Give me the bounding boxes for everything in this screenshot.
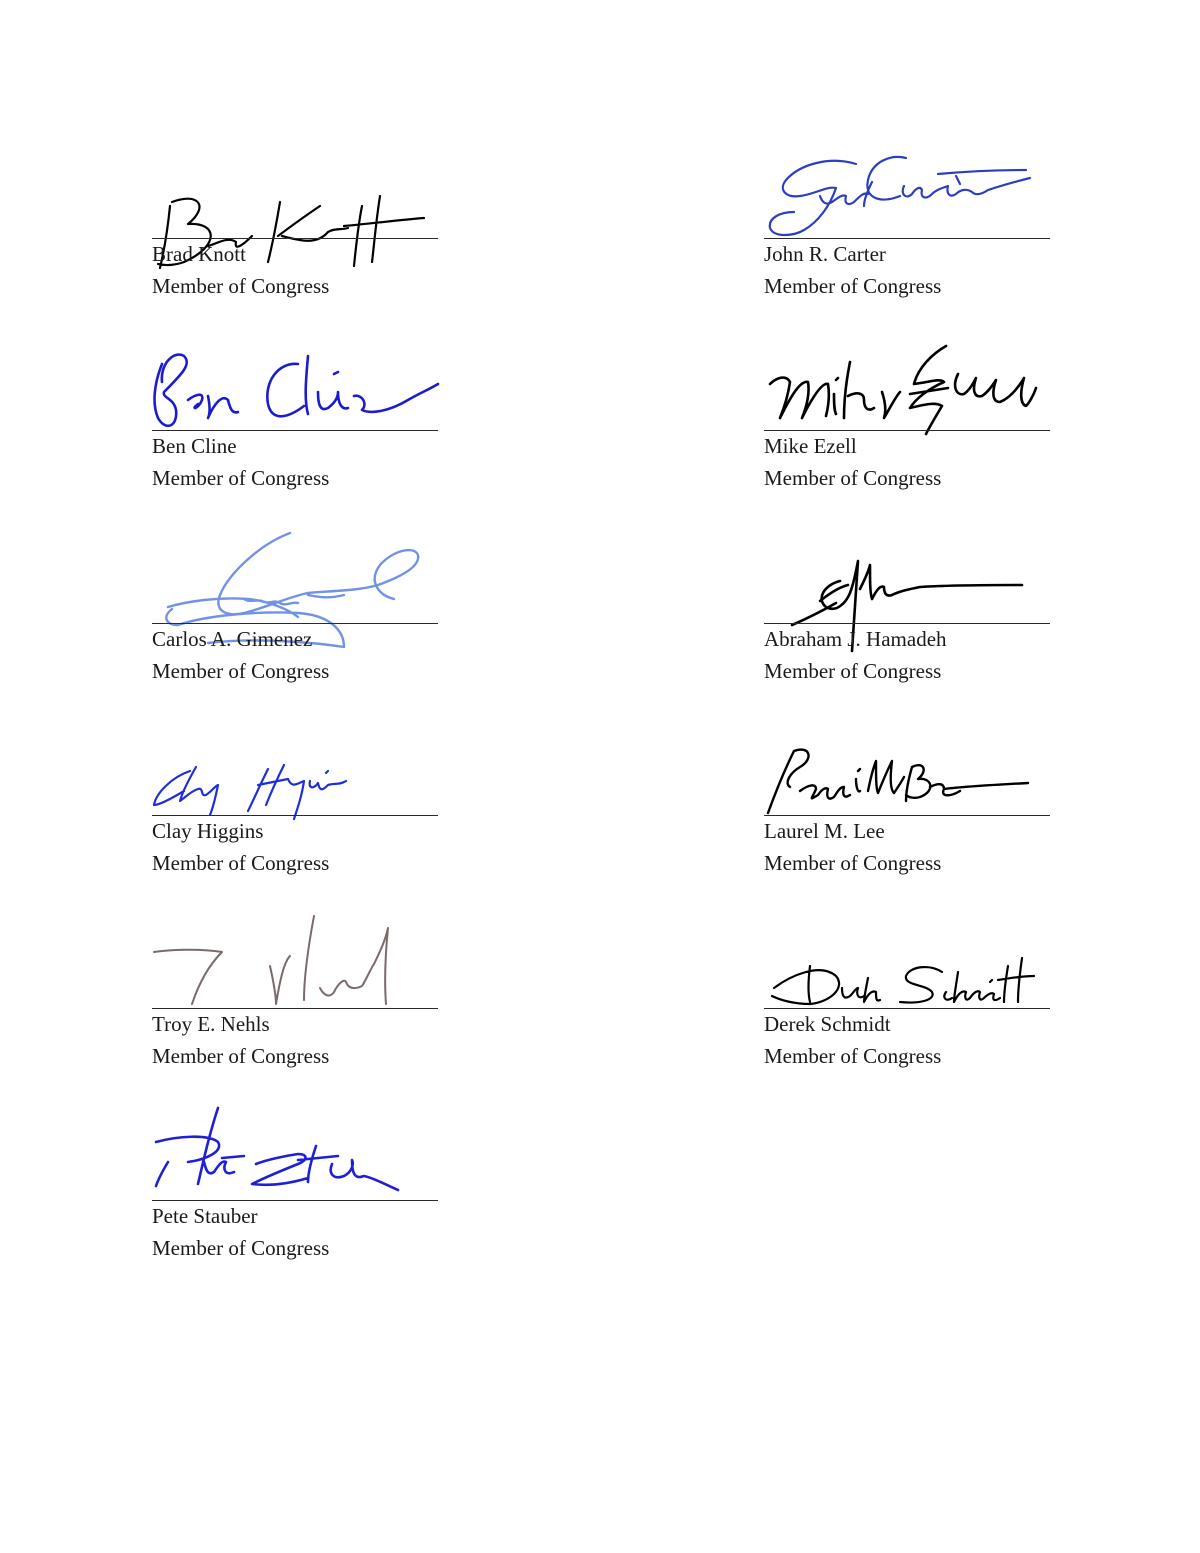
signatory-name: Pete Stauber: [152, 1204, 258, 1228]
signatory-title: Member of Congress: [152, 1044, 330, 1068]
signature-line: [152, 815, 438, 816]
signatory-name: Derek Schmidt: [764, 1012, 891, 1036]
signature-line: [764, 815, 1050, 816]
signatory-title: Member of Congress: [152, 274, 330, 298]
signatory-title: Member of Congress: [764, 466, 942, 490]
signature-line: [152, 238, 438, 239]
signatory-name: Ben Cline: [152, 434, 237, 458]
signatory-title: Member of Congress: [764, 659, 942, 683]
signatory-title: Member of Congress: [152, 1236, 330, 1260]
signature-line: [764, 1008, 1050, 1009]
signatory-name: Abraham J. Hamadeh: [764, 627, 947, 651]
signatory-title: Member of Congress: [152, 659, 330, 683]
signature-line: [764, 430, 1050, 431]
signatory-name: Clay Higgins: [152, 819, 264, 843]
signatory-title: Member of Congress: [764, 851, 942, 875]
signature-line: [764, 238, 1050, 239]
signatory-name: John R. Carter: [764, 242, 886, 266]
signature-line: [152, 1008, 438, 1009]
signature-line: [764, 623, 1050, 624]
signature-line: [152, 623, 438, 624]
signatory-title: Member of Congress: [764, 274, 942, 298]
signatory-name: Mike Ezell: [764, 434, 857, 458]
signature-line: [152, 1200, 438, 1201]
signatory-title: Member of Congress: [152, 851, 330, 875]
signatory-title: Member of Congress: [764, 1044, 942, 1068]
signatory-name: Laurel M. Lee: [764, 819, 885, 843]
signatory-title: Member of Congress: [152, 466, 330, 490]
signature-line: [152, 430, 438, 431]
signatory-name: Carlos A. Gimenez: [152, 627, 313, 651]
signatory-name: Troy E. Nehls: [152, 1012, 270, 1036]
signatory-name: Brad Knott: [152, 242, 246, 266]
handwritten-signature-abraham-j-hamadeh: [760, 541, 1060, 671]
